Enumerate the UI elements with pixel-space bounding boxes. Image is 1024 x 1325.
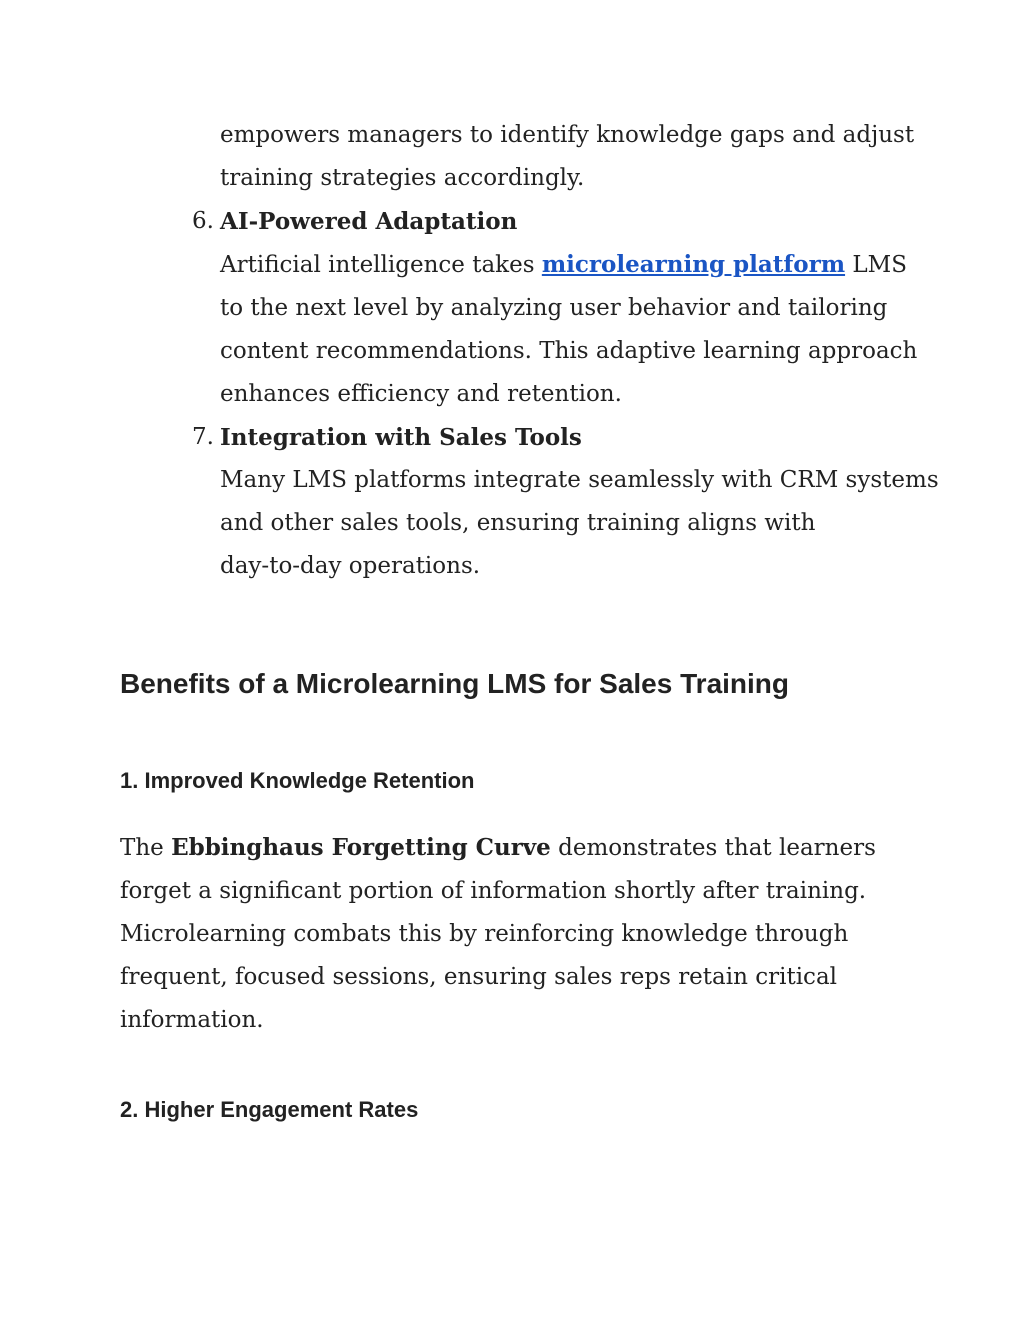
paragraph-line: forget a significant portion of information shortly after training. bbox=[120, 878, 867, 904]
list-item-title: Integration with Sales Tools bbox=[220, 424, 582, 451]
list-item-title: AI-Powered Adaptation bbox=[220, 208, 518, 235]
list-item-line: Many LMS platforms integrate seamlessly with CRM systems bbox=[220, 467, 939, 493]
microlearning-platform-link[interactable]: microlearning platform bbox=[541, 251, 846, 278]
list-item-line: and other sales tools, ensuring training aligns with bbox=[220, 510, 816, 536]
text-fragment: LMS bbox=[845, 252, 907, 278]
list-item-sales-tools bbox=[192, 416, 939, 588]
list-number: 6. bbox=[192, 208, 214, 234]
continuation-line: empowers managers to identify knowledge gaps and adjust bbox=[220, 122, 915, 148]
retention-paragraph bbox=[120, 826, 880, 1042]
list-item-line: enhances efficiency and retention. bbox=[220, 381, 622, 407]
paragraph-line: information. bbox=[120, 1007, 264, 1033]
numbered-list bbox=[192, 114, 939, 588]
paragraph-line: frequent, focused sessions, ensuring sales reps retain critical bbox=[120, 964, 838, 990]
bold-term: Ebbinghaus Forgetting Curve bbox=[171, 834, 551, 861]
subheading-knowledge-retention: 1. Improved Knowledge Retention bbox=[120, 768, 475, 793]
list-item-line: day-to-day operations. bbox=[220, 553, 481, 579]
text-fragment: demonstrates that learners bbox=[550, 835, 876, 861]
paragraph-line bbox=[120, 826, 880, 870]
paragraph-line: Microlearning combats this by reinforcing knowledge through bbox=[120, 921, 849, 947]
section-heading: Benefits of a Microlearning LMS for Sales Training bbox=[120, 668, 790, 699]
text-fragment: The bbox=[120, 835, 172, 861]
list-item-ai-adaptation bbox=[192, 200, 918, 416]
list-item-line: content recommendations. This adaptive learning approach bbox=[220, 338, 918, 364]
text-fragment: Artificial intelligence takes bbox=[220, 252, 542, 278]
list-item-line bbox=[220, 243, 910, 287]
list-number: 7. bbox=[192, 424, 214, 450]
subheading-engagement-rates: 2. Higher Engagement Rates bbox=[120, 1097, 419, 1122]
continuation-line: training strategies accordingly. bbox=[220, 165, 585, 191]
list-item-line: to the next level by analyzing user behavior and tailoring bbox=[220, 295, 888, 321]
